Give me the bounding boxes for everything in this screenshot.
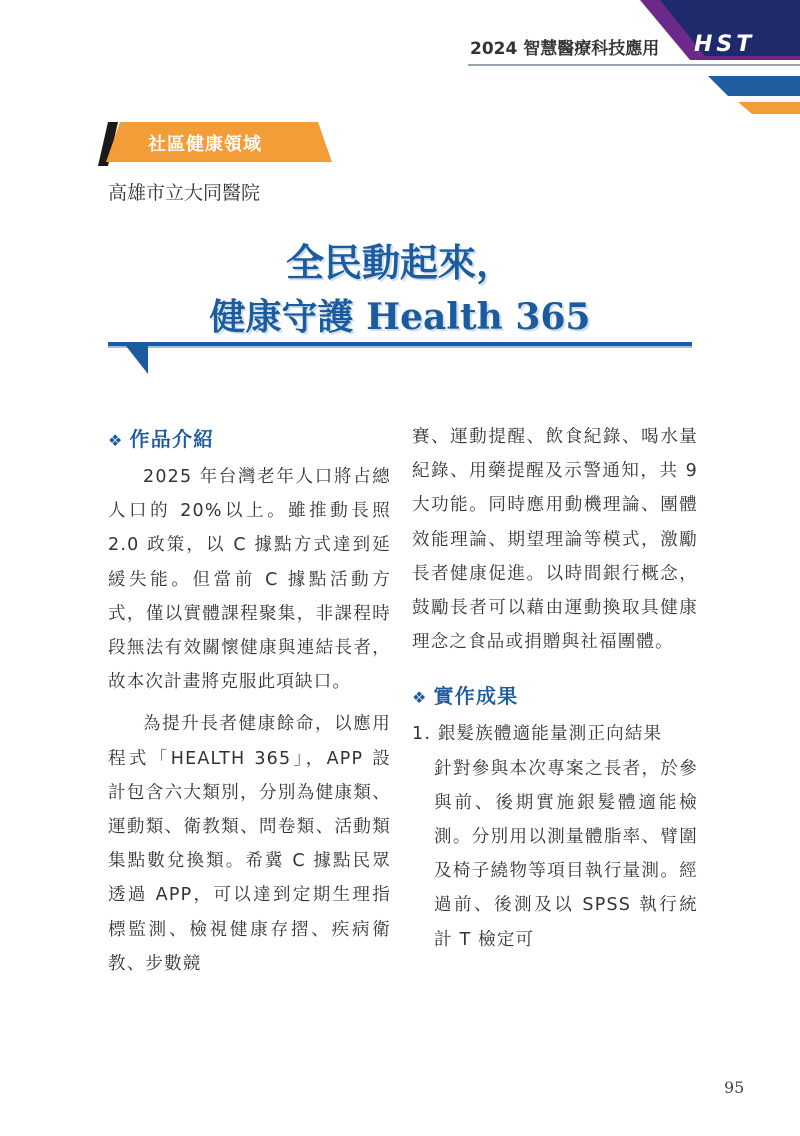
hst-logo: HST [694,32,756,57]
right-column [412,420,698,957]
title-bar-line [108,342,692,346]
intro-paragraph-1: 2025 年台灣老年人口將占總人口的 20%以上。雖推動長照 2.0 政策，以 C 據點方式達到延緩失能。但當前 C 據點活動方式，僅以實體課程聚集，非課程時段無法有效關懷健康與連結長者，故本次計畫將克服此項缺口。 [108,467,391,693]
result-item-title: 1. 銀髮族體適能量測正向結果 [412,724,663,745]
intro-paragraph-2: 為提升長者健康餘命，以應用程式「HEALTH 365」，APP 設計包含六大類別，分別為健康類、運動類、衛教類、問卷類、活動類集點數兌換類。希冀 C 據點民眾透過 APP，可以達到定期生理指標監測、檢視健康存摺、疾病衛教、步數競 [108,714,391,974]
left-column [108,420,391,981]
title-line-2: 健康守護 Health 365 [209,296,591,338]
title-underline-bar [108,340,692,380]
hospital-name: 高雄市立大同醫院 [108,182,261,204]
category-label: 社區健康領域 [148,134,262,155]
results-heading-text: 實作成果 [433,684,519,709]
title-bar-pointer [126,346,148,374]
intro-continuation: 賽、運動提醒、飲食紀錄、喝水量紀錄、用藥提醒及示警通知，共 9 大功能。同時應用動機理論、團體效能理論、期望理論等模式，激勵長者健康促進。以時間銀行概念，鼓勵長者可以藉由運動換取具健康理念之食品或捐贈與社福團體。 [412,427,698,653]
header-title: 2024 智慧醫療科技應用 [470,39,660,59]
page-title [150,236,650,344]
title-bar-highlight [108,346,692,348]
header-rule [468,64,800,66]
page-number: 95 [724,1078,745,1097]
result-item-body: 針對參與本次專案之長者，於參與前、後期實施銀髮體適能檢測。分別用以測量體脂率、臂圍及椅子繞物等項目執行量測。經過前、後測及以 SPSS 執行統計 T 檢定可 [434,758,698,950]
section-heading-results [412,677,698,717]
section-heading-intro [108,420,391,460]
intro-heading-text: 作品介紹 [129,427,215,451]
header-orange-stripe [738,102,800,114]
diamond-cluster-icon: ❖ [108,431,124,450]
title-line-1: 全民動起來， [285,240,514,285]
diamond-cluster-icon: ❖ [412,688,428,708]
header-blue-stripe [708,76,800,96]
